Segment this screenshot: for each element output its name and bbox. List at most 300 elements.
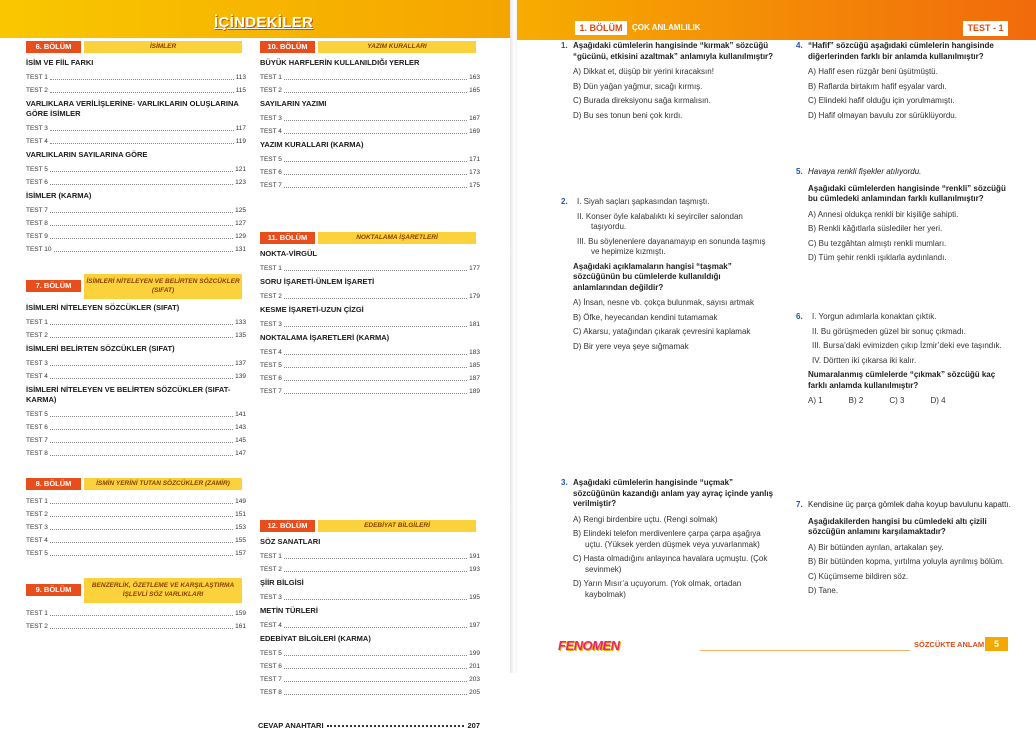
entry-label: TEST 3	[26, 524, 48, 531]
topic-heading: İSİMLER (KARMA)	[26, 191, 92, 200]
section-header	[24, 274, 246, 299]
entry-label: TEST 3	[260, 115, 282, 122]
entry-page: 131	[235, 246, 246, 253]
topic-heading: SÖZ SANATLARI	[260, 537, 321, 546]
question-intro: Havaya renkli fişekler atılıyordu.	[808, 167, 922, 176]
section-name: İSİMLER	[84, 41, 242, 53]
entry-label: TEST 1	[26, 498, 48, 505]
option-b[interactable]: B) 2	[848, 396, 864, 405]
entry-label: TEST 1	[260, 74, 282, 81]
entry-page: 177	[469, 265, 480, 272]
toc-entry[interactable]	[258, 619, 480, 632]
toc-entry[interactable]	[24, 316, 246, 329]
entry-label: TEST 1	[26, 610, 48, 617]
entry-page: 187	[469, 375, 480, 382]
entry-page: 173	[469, 169, 480, 176]
dot-leader	[284, 290, 467, 299]
question-2	[561, 197, 775, 356]
entry-page: 147	[235, 450, 246, 457]
topic-heading: ŞİİR BİLGİSİ	[260, 578, 304, 587]
publisher-logo: FENOMEN	[558, 638, 620, 653]
toc-entry[interactable]	[24, 534, 246, 547]
section-name: İSİMLERİ NİTELEYEN VE BELİRTEN SÖZCÜKLER (SIFAT)	[84, 274, 242, 299]
dot-leader	[284, 112, 467, 121]
dot-leader	[284, 125, 467, 134]
entry-label: TEST 5	[260, 362, 282, 369]
section-unit-badge: 9. BÖLÜM	[26, 584, 81, 596]
section-unit-badge: 11. BÖLÜM	[260, 232, 315, 244]
dot-leader	[284, 647, 467, 656]
toc-entry[interactable]	[24, 357, 246, 370]
toc-entry[interactable]	[258, 591, 480, 604]
entry-label: TEST 2	[26, 332, 48, 339]
toc-entry[interactable]	[24, 135, 246, 148]
toc-entry[interactable]	[24, 447, 246, 460]
entry-label: TEST 3	[26, 125, 48, 132]
toc-title: İÇİNDEKİLER	[214, 14, 314, 31]
dot-leader	[284, 372, 467, 381]
entry-page: 157	[235, 550, 246, 557]
toc-section	[24, 478, 246, 560]
option-a[interactable]: A) Hafif esen rüzgâr beni üşütmüştü.	[808, 67, 938, 76]
answer-key-entry[interactable]	[258, 721, 480, 730]
entry-label: TEST 7	[26, 437, 48, 444]
dot-leader	[50, 122, 234, 131]
toc-column-left	[24, 41, 246, 633]
toc-entry[interactable]	[24, 122, 246, 135]
dot-leader	[284, 166, 467, 175]
dot-leader	[284, 153, 467, 162]
question-intro: Kendisine üç parça gömlek daha koyup bavulunu kapattı.	[808, 500, 1011, 509]
question-4	[796, 41, 1012, 125]
option-d[interactable]: D) Yarın Mısır’a uçuyorum. (Yok olmak, ortadan kaybolmak)	[573, 579, 742, 599]
section-unit-badge: 8. BÖLÜM	[26, 478, 81, 490]
entry-page: 133	[235, 319, 246, 326]
toc-entry[interactable]	[258, 372, 480, 385]
toc-entry[interactable]	[258, 262, 480, 275]
section-gap	[258, 398, 480, 520]
section-header	[24, 578, 246, 603]
topic-heading: VARLIKLARIN SAYILARINA GÖRE	[26, 150, 148, 159]
topic-heading: İSİMLERİ NİTELEYEN SÖZCÜKLER (SIFAT)	[26, 303, 180, 312]
dot-leader	[50, 534, 233, 543]
roman-item: III. Bursa’daki evimizden çıkıp İzmir’deki eve taşındık.	[812, 341, 1002, 350]
option-a[interactable]: A) İnsan, nesne vb. çokça bulunmak, sayısı artmak	[573, 298, 754, 307]
question-number: 2.	[561, 197, 568, 206]
entry-page: 167	[469, 115, 480, 122]
toc-entry[interactable]	[258, 686, 480, 699]
toc-entry[interactable]	[258, 84, 480, 97]
entry-page: 113	[235, 74, 246, 81]
toc-section	[24, 274, 246, 460]
option-c[interactable]: C) Bu tezgâhtan almıştı renkli mumları.	[808, 238, 947, 248]
test-label: TEST - 1	[963, 21, 1008, 36]
entry-label: TEST 3	[26, 360, 48, 367]
dot-leader	[284, 686, 467, 695]
toc-entry[interactable]	[258, 673, 480, 686]
dot-leader	[284, 318, 467, 327]
entry-label: TEST 5	[26, 550, 48, 557]
toc-entry[interactable]	[258, 166, 480, 179]
toc-entry[interactable]	[258, 563, 480, 576]
topic-heading: YAZIM KURALLARI (KARMA)	[260, 140, 364, 149]
entry-label: TEST 4	[26, 373, 48, 380]
toc-entry[interactable]	[258, 125, 480, 138]
topic-heading: İSİMLERİ NİTELEYEN VE BELİRTEN SÖZCÜKLER (SIFAT- KARMA)	[26, 385, 231, 404]
option-d[interactable]: D) 4	[930, 396, 946, 405]
entry-label: TEST 2	[26, 87, 48, 94]
entry-label: TEST 5	[260, 156, 282, 163]
entry-page: 139	[235, 373, 246, 380]
options-row	[808, 396, 1012, 407]
option-a[interactable]: A) Dikkat et, düşüp bir yerini kıracaksın!	[573, 67, 714, 76]
entry-page: 169	[469, 128, 480, 135]
toc-entry[interactable]	[258, 290, 480, 303]
dot-leader	[284, 619, 467, 628]
toc-entry[interactable]	[258, 647, 480, 660]
entry-page: 159	[235, 610, 246, 617]
dot-leader	[50, 176, 233, 185]
entry-page: 119	[235, 138, 246, 145]
dot-leader	[284, 359, 467, 368]
dot-leader	[50, 370, 233, 379]
roman-item: III. Bu söylenenlere dayanamayıp en sonunda taşmış ve hepimize kızmıştı.	[577, 236, 766, 256]
entry-label: TEST 5	[26, 166, 48, 173]
question-stem: Aşağıdaki cümlelerin hangisinde “kırmak” sözcüğü “gücünü, etkisini azaltmak” anlamıyla kullanılmıştır?	[573, 41, 774, 61]
entry-label: TEST 2	[260, 293, 282, 300]
entry-page: 141	[235, 411, 246, 418]
section-unit-badge: 7. BÖLÜM	[26, 280, 81, 292]
roman-item: II. Konser öyle kalabalıktı ki seyirciler salondan taşıyordu.	[577, 211, 743, 231]
dot-leader	[50, 607, 233, 616]
entry-page: 163	[469, 74, 480, 81]
entry-label: TEST 7	[260, 388, 282, 395]
question-3	[561, 478, 775, 604]
question-7	[796, 500, 1012, 601]
dot-leader	[284, 71, 467, 80]
topic-heading: İSİMLERİ BELİRTEN SÖZCÜKLER (SIFAT)	[26, 344, 175, 353]
dot-leader	[284, 563, 467, 572]
toc-entry[interactable]	[24, 217, 246, 230]
dot-leader	[284, 346, 467, 355]
option-d[interactable]: D) Bir yere veya şeye sığmamak	[573, 341, 689, 351]
dot-leader	[50, 408, 233, 417]
toc-entry[interactable]	[258, 71, 480, 84]
toc-column-right	[258, 41, 480, 730]
option-a[interactable]: A) 1	[808, 396, 823, 405]
topic-heading: KESME İŞARETİ-UZUN ÇİZGİ	[260, 305, 364, 314]
entry-label: TEST 3	[260, 594, 282, 601]
question-stem: Aşağıdaki cümlelerden hangisinde “renkli” sözcüğü bu cümledeki anlamından farklı kullanılmıştır?	[808, 183, 1006, 203]
toc-entry[interactable]	[258, 153, 480, 166]
section-header	[258, 520, 480, 533]
toc-entry[interactable]	[24, 547, 246, 560]
answer-key-label: CEVAP ANAHTARI	[258, 721, 324, 730]
dot-leader	[50, 521, 233, 530]
toc-section	[258, 520, 480, 699]
entry-page: 199	[469, 650, 480, 657]
option-b[interactable]: B) Renkli kâğıtlarla süslediler her yeri.	[808, 224, 943, 233]
entry-page: 183	[469, 349, 480, 356]
entry-label: TEST 2	[260, 566, 282, 573]
section-badge: 1. BÖLÜM	[575, 21, 627, 35]
entry-page: 175	[469, 182, 480, 189]
toc-section	[258, 41, 480, 192]
entry-label: TEST 9	[26, 233, 48, 240]
option-c[interactable]: C) 3	[889, 396, 905, 405]
option-d[interactable]: D) Tüm şehir renkli ışıklarla aydınlandı.	[808, 253, 947, 262]
entry-page: 117	[235, 125, 246, 132]
dot-leader	[50, 204, 233, 213]
option-b[interactable]: B) Elindeki telefon merdivenlere çarpa çarpa aşağıya uçtu. (Yüksek yerden düşmek veya yuvarlanmak)	[573, 529, 761, 549]
question-stem: Aşağıdaki açıklamaların hangisi “taşmak” sözcüğünün bu cümlelerde kullanıldığı anlamlarından değildir?	[573, 261, 732, 292]
dot-leader	[50, 508, 233, 517]
question-5	[796, 167, 1012, 268]
dot-leader	[50, 135, 234, 144]
entry-page: 151	[235, 511, 246, 518]
option-b[interactable]: B) Öfke, heyecandan kendini tutamamak	[573, 312, 718, 322]
toc-entry[interactable]	[24, 243, 246, 256]
section-gap	[24, 256, 246, 274]
entry-page: 189	[469, 388, 480, 395]
entry-label: TEST 7	[260, 676, 282, 683]
entry-page: 155	[235, 537, 246, 544]
toc-section	[24, 578, 246, 633]
roman-item: I. Siyah saçları şapkasından taşmıştı.	[577, 197, 710, 206]
option-d[interactable]: D) Bu ses tonun beni çok kırdı.	[573, 110, 683, 120]
question-1	[561, 41, 775, 125]
toc-entry[interactable]	[258, 112, 480, 125]
roman-item: I. Yorgun adımlarla konaktan çıktık.	[812, 312, 937, 321]
dot-leader	[50, 217, 233, 226]
entry-label: TEST 6	[260, 169, 282, 176]
section-gap	[24, 560, 246, 578]
dot-leader	[284, 591, 467, 600]
section-title: ÇOK ANLAMLILIK	[632, 23, 701, 32]
section-header	[258, 232, 480, 245]
entry-page: 127	[235, 220, 246, 227]
answer-key-page: 207	[467, 721, 480, 730]
entry-page: 153	[235, 524, 246, 531]
toc-entry[interactable]	[258, 660, 480, 673]
dot-leader	[50, 230, 233, 239]
toc-entry[interactable]	[24, 495, 246, 508]
entry-label: TEST 2	[26, 623, 48, 630]
section-name: NOKTALAMA İŞARETLERİ	[318, 232, 476, 244]
toc-entry[interactable]	[24, 204, 246, 217]
question-number: 7.	[796, 500, 803, 509]
entry-page: 201	[469, 663, 480, 670]
dot-leader	[50, 71, 234, 80]
entry-page: 161	[235, 623, 246, 630]
question-stem: “Hafif” sözcüğü aşağıdaki cümlelerin hangisinde diğerlerinden farklı bir anlamda kullanılmıştır?	[808, 41, 994, 61]
option-c[interactable]: C) Burada direksiyonu sağa kırmalısın.	[573, 96, 711, 105]
option-c[interactable]: C) Hasta olmadığını anlayınca havalara uçmuştu. (Çok sevinmek)	[573, 554, 768, 574]
toc-entry[interactable]	[24, 421, 246, 434]
entry-page: 143	[235, 424, 246, 431]
option-a[interactable]: A) Bir bütünden ayrılan, artakalan şey.	[808, 542, 944, 552]
question-number: 4.	[796, 41, 803, 50]
page-number: 5	[985, 637, 1008, 651]
entry-page: 115	[235, 87, 246, 94]
entry-label: TEST 4	[260, 622, 282, 629]
section-name: BENZERLİK, ÖZETLEME VE KARŞILAŞTIRMA İŞLEVLİ SÖZ VARLIKLARI	[84, 578, 242, 603]
entry-page: 121	[235, 166, 246, 173]
toc-entry[interactable]	[24, 230, 246, 243]
entry-label: TEST 2	[26, 511, 48, 518]
section-unit-badge: 12. BÖLÜM	[260, 520, 315, 532]
dot-leader	[284, 262, 467, 271]
topic-heading: SORU İŞARETİ-ÜNLEM İŞARETİ	[260, 277, 375, 286]
entry-label: TEST 6	[26, 179, 48, 186]
entry-page: 145	[235, 437, 246, 444]
entry-label: TEST 6	[260, 663, 282, 670]
toc-entry[interactable]	[24, 521, 246, 534]
topic-heading: BÜYÜK HARFLERİN KULLANILDIĞI YERLER	[260, 58, 420, 67]
dot-leader	[284, 673, 467, 682]
toc-entry[interactable]	[258, 359, 480, 372]
entry-label: TEST 7	[260, 182, 282, 189]
footer-divider	[700, 650, 910, 651]
dot-leader	[50, 421, 233, 430]
roman-item: II. Bu görüşmeden güzel bir sonuç çıkmadı.	[812, 326, 966, 336]
entry-page: 149	[235, 498, 246, 505]
section-header	[24, 478, 246, 491]
toc-entry[interactable]	[24, 434, 246, 447]
question-stem: Aşağıdakilerden hangisi bu cümledeki altı çizili sözcüğün anlamını karşılamaktadır?	[808, 516, 987, 536]
entry-label: TEST 6	[26, 424, 48, 431]
section-gap	[24, 460, 246, 478]
option-b[interactable]: B) Dün yağan yağmur, sıcağı kırmış.	[573, 81, 703, 91]
toc-entry[interactable]	[24, 84, 246, 97]
dot-leader	[50, 329, 233, 338]
dot-leader	[50, 316, 233, 325]
entry-label: TEST 7	[26, 207, 48, 214]
section-gap	[258, 192, 480, 232]
toc-section	[24, 41, 246, 256]
section-unit-badge: 10. BÖLÜM	[260, 41, 315, 53]
question-number: 3.	[561, 478, 568, 487]
option-d[interactable]: D) Hafif olmayan bavulu zor sürüklüyordu.	[808, 110, 957, 120]
entry-page: 137	[235, 360, 246, 367]
option-a[interactable]: A) Annesi oldukça renkli bir kişiliğe sahipti.	[808, 209, 959, 219]
topic-heading: METİN TÜRLERİ	[260, 606, 318, 615]
option-d[interactable]: D) Tane.	[808, 586, 839, 595]
dot-leader	[50, 620, 233, 629]
entry-label: TEST 5	[26, 411, 48, 418]
option-c[interactable]: C) Elindeki hafif olduğu için yorulmamıştı.	[808, 96, 955, 105]
toc-entry[interactable]	[24, 607, 246, 620]
toc-entry[interactable]	[258, 550, 480, 563]
dot-leader	[284, 179, 467, 188]
entry-label: TEST 4	[260, 349, 282, 356]
toc-entry[interactable]	[24, 163, 246, 176]
toc-section	[258, 232, 480, 398]
section-name: YAZIM KURALLARI	[318, 41, 476, 53]
dot-leader	[284, 660, 467, 669]
section-header	[24, 41, 246, 54]
topic-heading: NOKTALAMA İŞARETLERİ (KARMA)	[260, 333, 390, 342]
entry-label: TEST 1	[26, 74, 48, 81]
toc-entry[interactable]	[258, 385, 480, 398]
toc-entry[interactable]	[24, 370, 246, 383]
entry-page: 191	[469, 553, 480, 560]
toc-entry[interactable]	[258, 346, 480, 359]
question-stem: Numaralanmış cümlelerde “çıkmak” sözcüğü kaç farklı anlamda kullanılmıştır?	[808, 370, 996, 390]
section-gap	[258, 699, 480, 717]
dot-leader	[327, 721, 465, 727]
toc-entry[interactable]	[24, 408, 246, 421]
dot-leader	[284, 550, 467, 559]
topic-heading: EDEBİYAT BİLGİLERİ (KARMA)	[260, 634, 371, 643]
section-name: EDEBİYAT BİLGİLERİ	[318, 520, 476, 532]
dot-leader	[284, 84, 467, 93]
question-number: 1.	[561, 41, 568, 50]
entry-label: TEST 4	[26, 537, 48, 544]
section-header	[258, 41, 480, 54]
entry-page: 123	[235, 179, 246, 186]
roman-item: IV. Dörtten iki çıkarsa iki kalır.	[812, 355, 917, 365]
question-number: 5.	[796, 167, 803, 176]
question-number: 6.	[796, 312, 803, 321]
option-a[interactable]: A) Rengi birdenbire uçtu. (Rengi solmak)	[573, 514, 718, 524]
entry-label: TEST 10	[26, 246, 52, 253]
entry-label: TEST 4	[260, 128, 282, 135]
toc-entry[interactable]	[24, 620, 246, 633]
dot-leader	[284, 385, 467, 394]
entry-label: TEST 1	[26, 319, 48, 326]
topic-heading: VARLIKLARA VERİLİŞLERİNE- VARLIKLARIN OLUŞLARINA GÖRE İSİMLER	[26, 99, 239, 118]
option-c[interactable]: C) Küçümseme bildiren söz.	[808, 571, 909, 581]
option-c[interactable]: C) Akarsu, yatağından çıkarak çevresini kaplamak	[573, 327, 751, 336]
topic-heading: SAYILARIN YAZIMI	[260, 99, 327, 108]
dot-leader	[50, 163, 233, 172]
entry-label: TEST 4	[26, 138, 48, 145]
entry-label: TEST 1	[260, 265, 282, 272]
section-unit-badge: 6. BÖLÜM	[26, 41, 81, 53]
dot-leader	[50, 447, 233, 456]
entry-label: TEST 2	[260, 87, 282, 94]
dot-leader	[50, 357, 233, 366]
dot-leader	[50, 84, 234, 93]
toc-entry[interactable]	[258, 318, 480, 331]
entry-page: 185	[469, 362, 480, 369]
question-6	[796, 312, 1012, 407]
entry-page: 197	[469, 622, 480, 629]
toc-entry[interactable]	[24, 508, 246, 521]
entry-page: 135	[235, 332, 246, 339]
entry-page: 179	[469, 293, 480, 300]
entry-label: TEST 3	[260, 321, 282, 328]
option-b[interactable]: B) Raflarda birtakım hafif eşyalar vardı.	[808, 81, 947, 91]
footer-label: SÖZCÜKTE ANLAM	[914, 640, 985, 649]
toc-entry[interactable]	[24, 329, 246, 342]
entry-page: 203	[469, 676, 480, 683]
toc-entry[interactable]	[24, 176, 246, 189]
section-name: İSMİN YERİNİ TUTAN SÖZCÜKLER (ZAMİR)	[84, 478, 242, 490]
entry-label: TEST 6	[260, 375, 282, 382]
toc-entry[interactable]	[258, 179, 480, 192]
entry-label: TEST 8	[26, 220, 48, 227]
option-b[interactable]: B) Bir bütünden kopma, yırtılma yoluyla ayrılmış bölüm.	[808, 557, 1005, 566]
toc-entry[interactable]	[24, 71, 246, 84]
entry-page: 205	[469, 689, 480, 696]
topic-heading: NOKTA-VİRGÜL	[260, 249, 317, 258]
question-stem: Aşağıdaki cümlelerin hangisinde “uçmak” sözcüğünün kazandığı anlam yay ayraç içinde yanlış verilmiştir?	[573, 478, 774, 508]
entry-page: 125	[235, 207, 246, 214]
entry-page: 193	[469, 566, 480, 573]
entry-page: 165	[469, 87, 480, 94]
